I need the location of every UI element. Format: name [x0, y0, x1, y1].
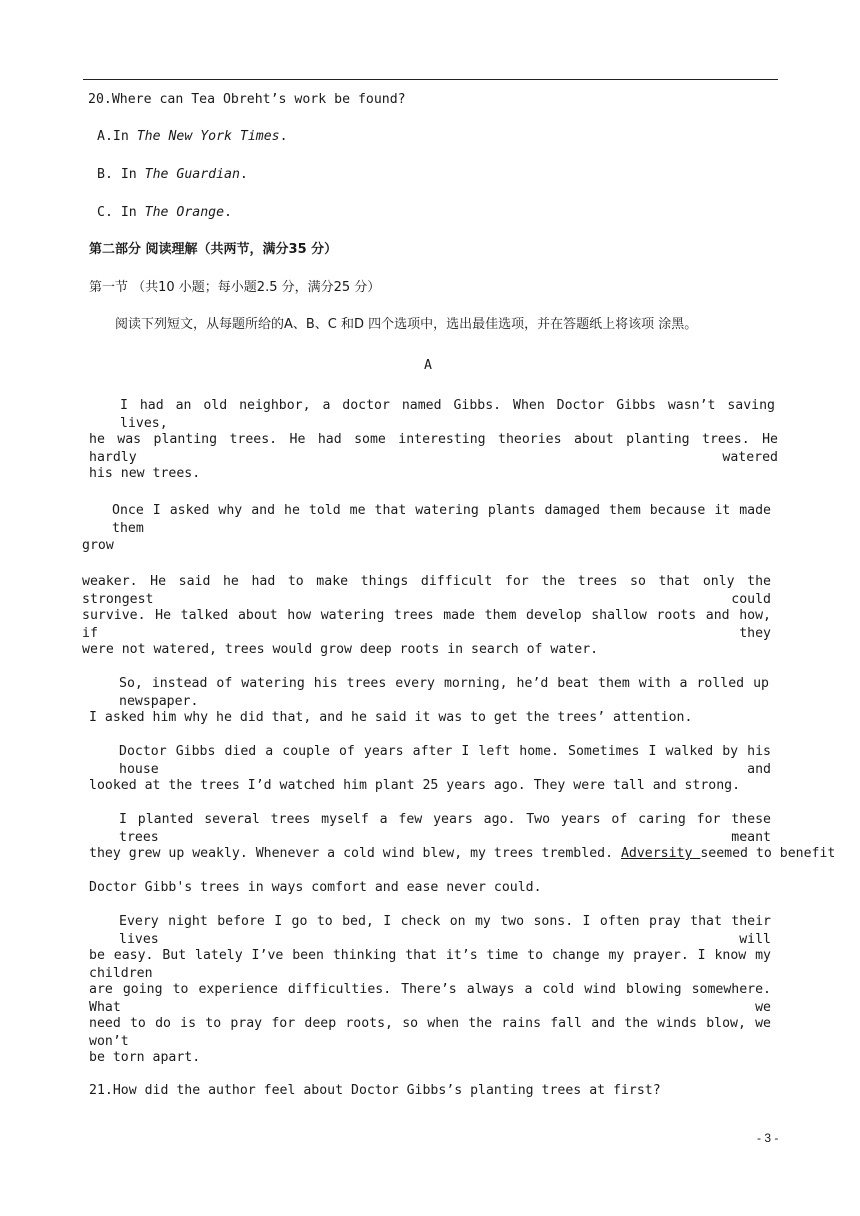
passage-line: I asked him why he did that, and he said it was to get the trees’ attention.: [89, 710, 693, 725]
question-20-option-c: C. In The Orange.: [97, 205, 232, 220]
instructions: 阅读下列短文，从每题所给的A、B、C 和D 四个选项中，选出最佳选项，并在答题纸上将该项 涂黑。: [115, 317, 698, 332]
question-20-stem: 20.Where can Tea Obreht’s work be found?: [88, 92, 406, 107]
question-21-stem: 21.How did the author feel about Doctor Gibbs’s planting trees at first?: [89, 1083, 661, 1098]
passage-line: were not watered, trees would grow deep roots in search of water.: [82, 642, 599, 657]
page-number: - 3 -: [757, 1131, 779, 1145]
passage-label: A: [424, 358, 432, 373]
passage-line: are going to experience difficulties. There’s always a cold wind blowing somewhere. What we: [89, 982, 771, 1015]
passage-line: I planted several trees myself a few years ago. Two years of caring for these trees meant: [119, 812, 771, 845]
passage-line: he was planting trees. He had some interesting theories about planting trees. He hardly watered: [89, 432, 778, 465]
underlined-word-adversity: Adversity: [620, 846, 701, 861]
passage-line: grow: [82, 538, 114, 553]
part-one-heading: 第一节 （共10 小题；每小题2.5 分，满分25 分）: [89, 280, 381, 295]
passage-line: Every night before I go to bed, I check on my two sons. I often pray that their lives will: [119, 914, 771, 947]
section-heading: 第二部分 阅读理解（共两节，满分35 分）: [89, 242, 338, 257]
question-20-option-a: A.In The New York Times.: [97, 129, 288, 144]
top-rule: [83, 79, 778, 80]
question-20-option-b: B. In The Guardian.: [97, 167, 248, 182]
passage-line: need to do is to pray for deep roots, so when the rains fall and the winds blow, we won’t: [89, 1016, 771, 1049]
passage-line: Doctor Gibb's trees in ways comfort and ease never could.: [89, 880, 542, 895]
passage-line: I had an old neighbor, a doctor named Gibbs. When Doctor Gibbs wasn’t saving lives,: [120, 398, 775, 431]
passage-line: Doctor Gibbs died a couple of years after I left home. Sometimes I walked by his house and: [119, 744, 771, 777]
passage-line: weaker. He said he had to make things difficult for the trees so that only the strongest could: [82, 574, 771, 607]
passage-line: be torn apart.: [89, 1050, 201, 1065]
passage-line: So, instead of watering his trees every morning, he’d beat them with a rolled up newspaper.: [119, 676, 769, 709]
passage-line: Once I asked why and he told me that watering plants damaged them because it made them: [112, 503, 771, 536]
passage-line: his new trees.: [89, 466, 201, 481]
passage-line: survive. He talked about how watering trees made them develop shallow roots and how, if they: [82, 608, 771, 641]
passage-line: looked at the trees I’d watched him plant 25 years ago. They were tall and strong.: [89, 778, 741, 793]
passage-line: be easy. But lately I’ve been thinking that it’s time to change my prayer. I know my children: [89, 948, 771, 981]
passage-line: they grew up weakly. Whenever a cold wind blew, my trees trembled. Adversity seemed to benefit: [89, 846, 836, 861]
